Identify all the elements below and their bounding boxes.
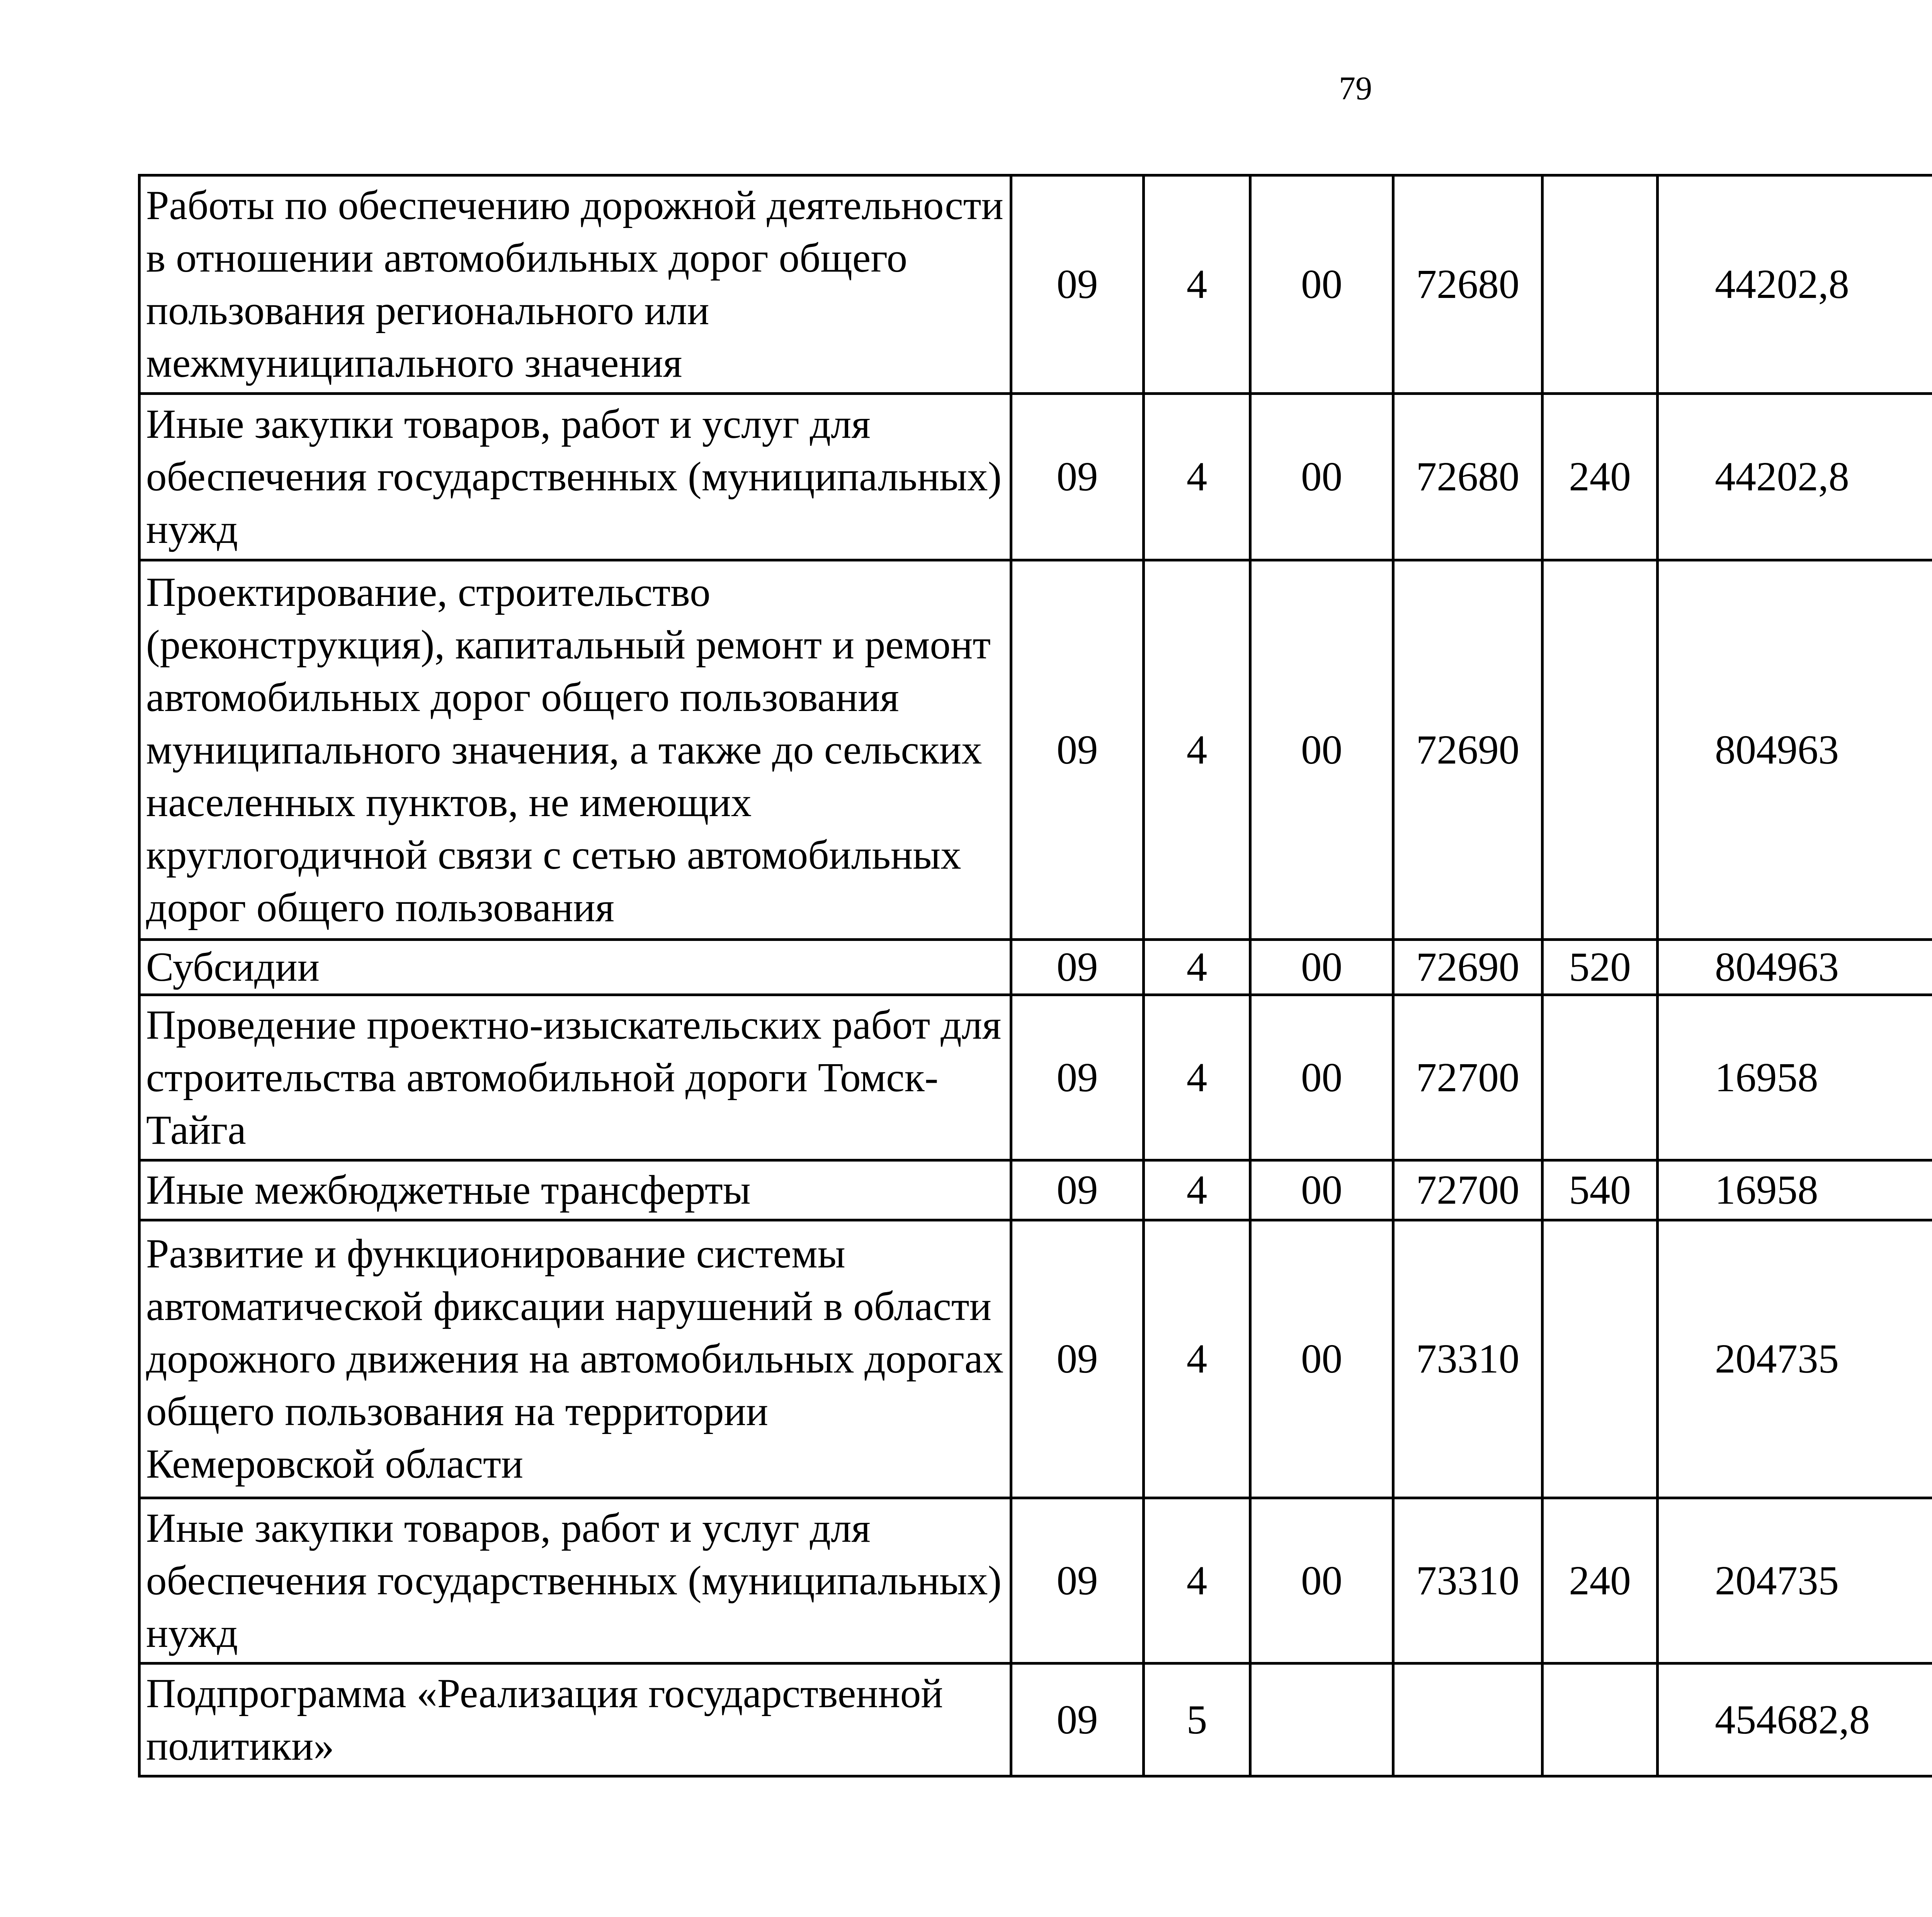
table-row [139, 995, 1932, 1160]
row-name: Проектирование, строительство (реконструкция), капитальный ремонт и ремонт автомобильных дорог общего пользования муниципального значения, а также до сельских населенных пунктов, не имеющих круглогодичной связи с сетью автомобильных дорог общего пользования [139, 560, 1011, 940]
budget-table [138, 174, 1932, 1778]
table-row [139, 175, 1932, 394]
code-program: 4 [1144, 1498, 1250, 1664]
code-expense-type: 240 [1543, 1498, 1658, 1664]
code-subprogram: 00 [1250, 560, 1393, 940]
code-item: 72690 [1393, 940, 1543, 995]
code-expense-type [1543, 560, 1658, 940]
amount-year-1: 16958 [1658, 1160, 1932, 1220]
table-row [139, 394, 1932, 560]
amount-year-1: 44202,8 [1658, 175, 1932, 394]
table-row [139, 1664, 1932, 1776]
amount-year-1: 16958 [1658, 995, 1932, 1160]
code-expense-type [1543, 995, 1658, 1160]
code-program: 4 [1144, 175, 1250, 394]
row-name: Развитие и функционирование системы автоматической фиксации нарушений в области дорожного движения на автомобильных дорогах общего пользования на территории Кемеровской области [139, 1220, 1011, 1498]
code-expense-type: 540 [1543, 1160, 1658, 1220]
row-name: Проведение проектно-изыскательских работ для строительства автомобильной дороги Томск-Тайга [139, 995, 1011, 1160]
table-row [139, 1160, 1932, 1220]
code-subprogram: 00 [1250, 995, 1393, 1160]
code-subprogram: 00 [1250, 394, 1393, 560]
code-item: 72680 [1393, 394, 1543, 560]
code-subprogram [1250, 1664, 1393, 1776]
row-name: Субсидии [139, 940, 1011, 995]
code-section: 09 [1011, 1498, 1144, 1664]
code-subprogram: 00 [1250, 940, 1393, 995]
code-expense-type [1543, 175, 1658, 394]
code-program: 4 [1144, 1160, 1250, 1220]
code-item: 72680 [1393, 175, 1543, 394]
amount-year-1: 804963 [1658, 940, 1932, 995]
table-row [139, 560, 1932, 940]
code-item: 72700 [1393, 1160, 1543, 1220]
row-name: Работы по обеспечению дорожной деятельности в отношении автомобильных дорог общего пользования регионального или межмуниципального значения [139, 175, 1011, 394]
amount-year-1: 804963 [1658, 560, 1932, 940]
code-section: 09 [1011, 940, 1144, 995]
table-row [139, 940, 1932, 995]
code-item: 72700 [1393, 995, 1543, 1160]
code-section: 09 [1011, 1160, 1144, 1220]
row-name: Иные межбюджетные трансферты [139, 1160, 1011, 1220]
code-item: 73310 [1393, 1220, 1543, 1498]
code-program: 5 [1144, 1664, 1250, 1776]
code-item: 72690 [1393, 560, 1543, 940]
code-section: 09 [1011, 995, 1144, 1160]
code-subprogram: 00 [1250, 1160, 1393, 1220]
amount-year-1: 44202,8 [1658, 394, 1932, 560]
code-program: 4 [1144, 394, 1250, 560]
code-section: 09 [1011, 1220, 1144, 1498]
code-section: 09 [1011, 1664, 1144, 1776]
code-subprogram: 00 [1250, 175, 1393, 394]
code-program: 4 [1144, 1220, 1250, 1498]
code-expense-type [1543, 1664, 1658, 1776]
row-name: Иные закупки товаров, работ и услуг для обеспечения государственных (муниципальных) нужд [139, 1498, 1011, 1664]
page-number: 79 [1339, 70, 1372, 107]
code-item: 73310 [1393, 1498, 1543, 1664]
table-row [139, 1220, 1932, 1498]
code-section: 09 [1011, 394, 1144, 560]
code-subprogram: 00 [1250, 1220, 1393, 1498]
code-expense-type [1543, 1220, 1658, 1498]
code-expense-type: 240 [1543, 394, 1658, 560]
code-section: 09 [1011, 175, 1144, 394]
code-section: 09 [1011, 560, 1144, 940]
row-name: Подпрограмма «Реализация государственной политики» [139, 1664, 1011, 1776]
table-body [139, 175, 1932, 1776]
table-row [139, 1498, 1932, 1664]
code-subprogram: 00 [1250, 1498, 1393, 1664]
row-name: Иные закупки товаров, работ и услуг для обеспечения государственных (муниципальных) нужд [139, 394, 1011, 560]
amount-year-1: 204735 [1658, 1498, 1932, 1664]
code-item [1393, 1664, 1543, 1776]
amount-year-1: 204735 [1658, 1220, 1932, 1498]
code-program: 4 [1144, 940, 1250, 995]
code-program: 4 [1144, 995, 1250, 1160]
code-program: 4 [1144, 560, 1250, 940]
amount-year-1: 454682,8 [1658, 1664, 1932, 1776]
code-expense-type: 520 [1543, 940, 1658, 995]
